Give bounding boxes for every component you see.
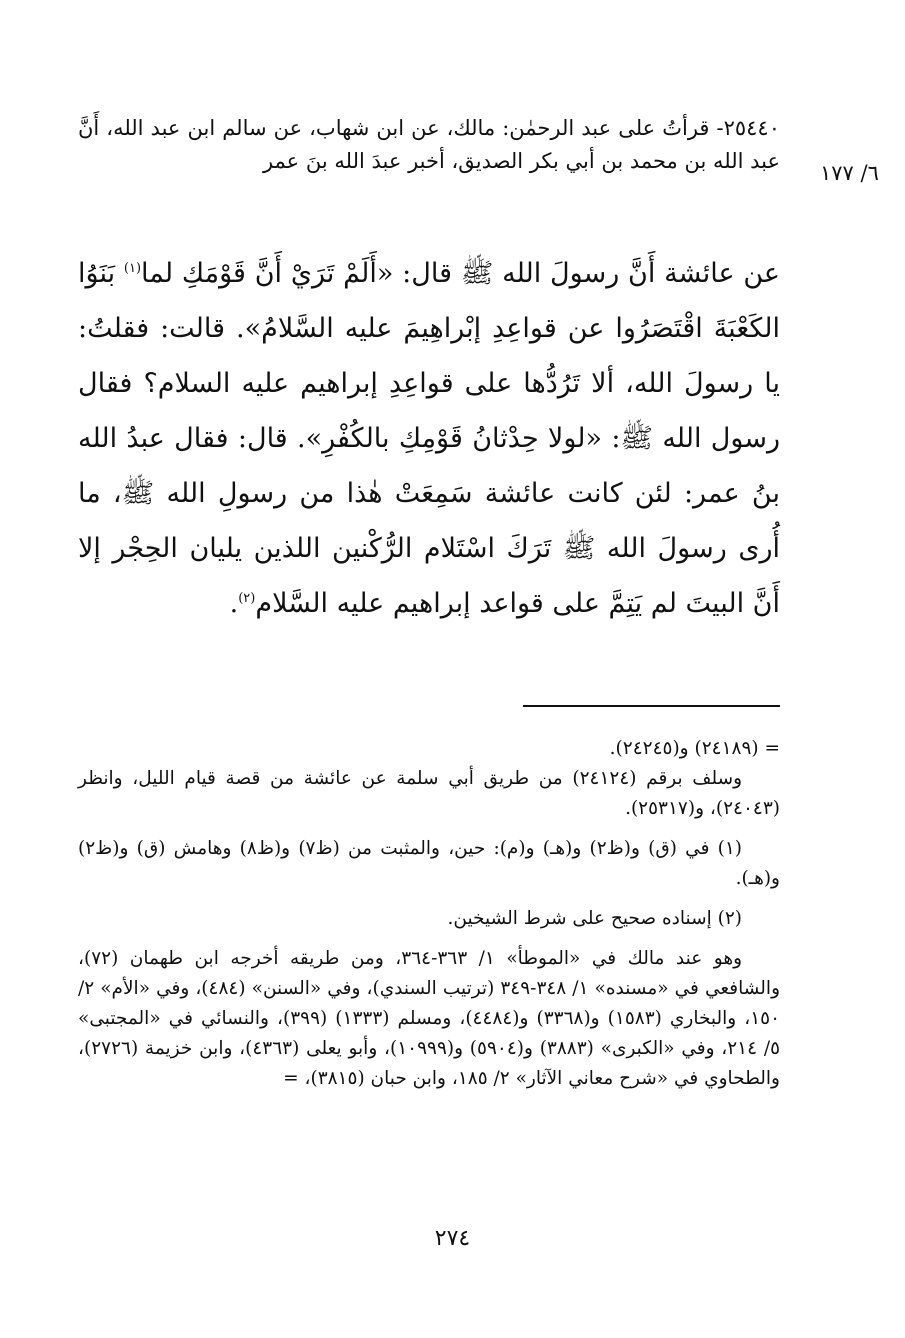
footnotes-section [78,734,780,1094]
hadith-text-part-1: عن عائشة أَنَّ رسولَ الله ﷺ قال: «أَلَمْ تَرَيْ أَنَّ قَوْمَكِ لما [141,258,780,289]
hadith-text-end: . [229,588,239,619]
page-number: ٢٧٤ [434,1226,471,1251]
footnote-1: (١) في (ق) و(ظ٢) و(هـ) و(م): حين، والمثبت من (ظ٧) و(ظ٨) وهامش (ق) و(ظ٢) و(هـ). [78,838,780,889]
hadith-heading: ٢٥٤٤٠- قرأتُ على عبد الرحمٰن: مالك، عن ابن شهاب، عن سالم ابن عبد الله، أَنَّ عبد الله بن محمد بن أبي بكر الصديق، أخبر عبدَ الله بنَ عمر [78,116,780,173]
margin-volume-page-reference: ٦/ ١٧٧ [820,161,879,185]
footnote-marker-2: (٢) [238,591,256,606]
footnote-2: (٢) إسناده صحيح على شرط الشيخين. [447,908,742,929]
footnote-separator-rule [523,705,780,707]
hadith-text-part-2: بَنَوُا الكَعْبَةَ اقْتَصَرُوا عن قواعِدِ إبْراهِيمَ عليه السَّلامُ». قالت: فقلتُ: يا رسولَ الله، ألا تَرُدُّها على قواعِدِ إبراهيم عليه السلام؟ فقال رسول الله ﷺ: «لولا حِدْثانُ قَوْمِكِ بالكُفْرِ». قال: فقال عبدُ الله بنُ عمر: لئن كانت عائشة سَمِعَتْ هٰذا من رسولِ الله ﷺ، ما أُرى رسولَ الله ﷺ تَرَكَ اسْتَلام الرُّكْنين اللذين يليان الحِجْر إلا أَنَّ البيتَ لم يَتِمَّ على قواعد إبراهيم عليه السَّلام [78,258,780,619]
footnote-continuation: = (٢٤١٨٩) و(٢٤٢٤٥). [609,738,780,759]
footnote-2-detail: وهو عند مالك في «الموطأ» ١/ ٣٦٣-٣٦٤، ومن طريقه أخرجه ابن طهمان (٧٢)، والشافعي في «مسنده» ١/ ٣٤٨-٣٤٩ (ترتيب السندي)، وفي «السنن» (٤٨٤)، وفي «الأم» ٢/ ١٥٠، والبخاري (١٥٨٣) و(٣٣٦٨) و(٤٤٨٤)، ومسلم (١٣٣٣) (٣٩٩)، والنسائي في «المجتبى» ٥/ ٢١٤، وفي «الكبرى» (٣٨٨٣) و(٥٩٠٤) و(١٠٩٩٩)، وأبو يعلى (٤٣٦٣)، وابن خزيمة (٢٧٢٦)، والطحاوي في «شرح معاني الآثار» ٢/ ١٨٥، وابن حبان (٣٨١٥)، = [78,948,781,1089]
hadith-body [78,246,780,631]
footnote-marker-1: (١) [123,261,142,276]
footnote-cross-reference: وسلف برقم (٢٤١٢٤) من طريق أبي سلمة عن عائشة من قصة قيام الليل، وانظر (٢٤٠٤٣)، و(٢٥٣١٧). [78,768,780,819]
